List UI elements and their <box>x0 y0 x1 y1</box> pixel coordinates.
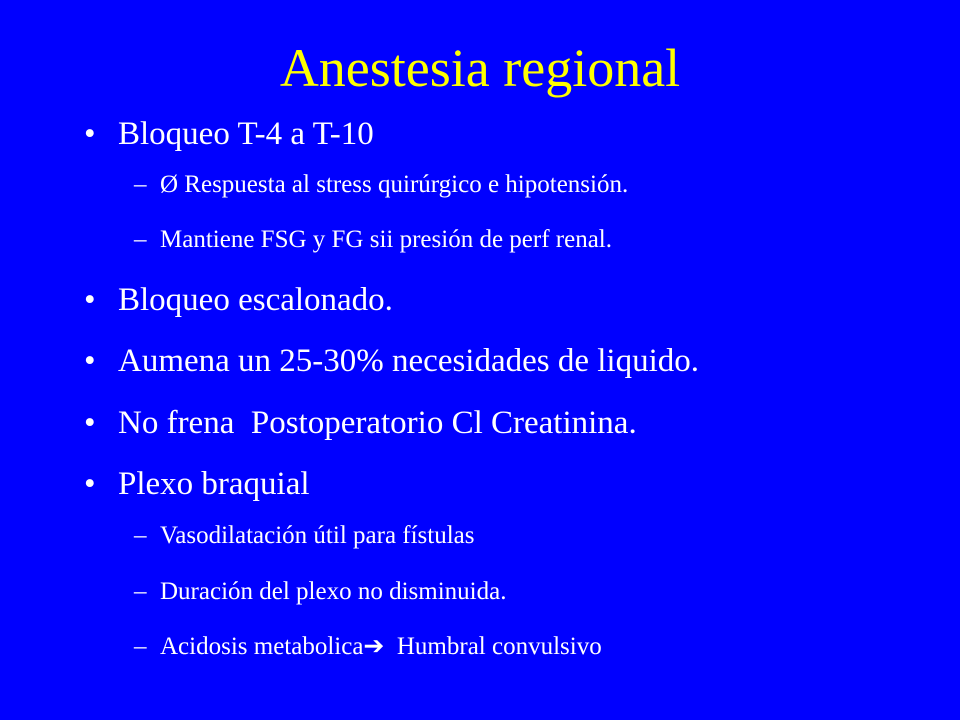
bullet-text-end: Postoperatorio Cl Creatinina. <box>250 405 637 441</box>
sub-bullet-marker: – <box>134 522 147 549</box>
bullet-text: Bloqueo escalonado. <box>118 282 393 318</box>
sub-bullet-text: Ø Respuesta al stress quirúrgico e hipotensión. <box>160 171 629 198</box>
bullet-text: Aumena un 25-30% necesidades de liquido. <box>118 343 700 379</box>
bullet-text: Plexo braquial <box>118 466 310 502</box>
sub-bullet-text: Mantiene FSG y FG sii presión de perf renal. <box>160 226 613 253</box>
sub-bullet-text <box>160 631 602 663</box>
bullet-text-start: No frena <box>118 405 235 441</box>
sub-bullet-text-end: Humbral convulsivo <box>396 633 602 660</box>
sub-bullet-text-start: Acidosis metabolica <box>160 633 364 660</box>
sub-bullet-marker: – <box>134 226 147 253</box>
sub-bullet-marker: – <box>134 578 147 605</box>
sub-bullet-marker: – <box>134 171 147 198</box>
bullet-marker: • <box>84 343 96 379</box>
bullet-marker: • <box>84 405 96 441</box>
slide-title: Anestesia regional <box>279 38 681 98</box>
bullet-text <box>118 403 637 443</box>
bullet-text: Bloqueo T-4 a T-10 <box>118 116 374 152</box>
bullet-marker: • <box>84 466 96 502</box>
sub-bullet-marker: – <box>134 633 147 660</box>
sub-bullet-text: Duración del plexo no disminuida. <box>160 578 507 605</box>
right-arrow-icon: ➔ <box>363 633 385 660</box>
sub-bullet-text: Vasodilatación útil para fístulas <box>160 522 475 549</box>
bullet-marker: • <box>84 282 96 318</box>
bullet-marker: • <box>84 116 96 152</box>
